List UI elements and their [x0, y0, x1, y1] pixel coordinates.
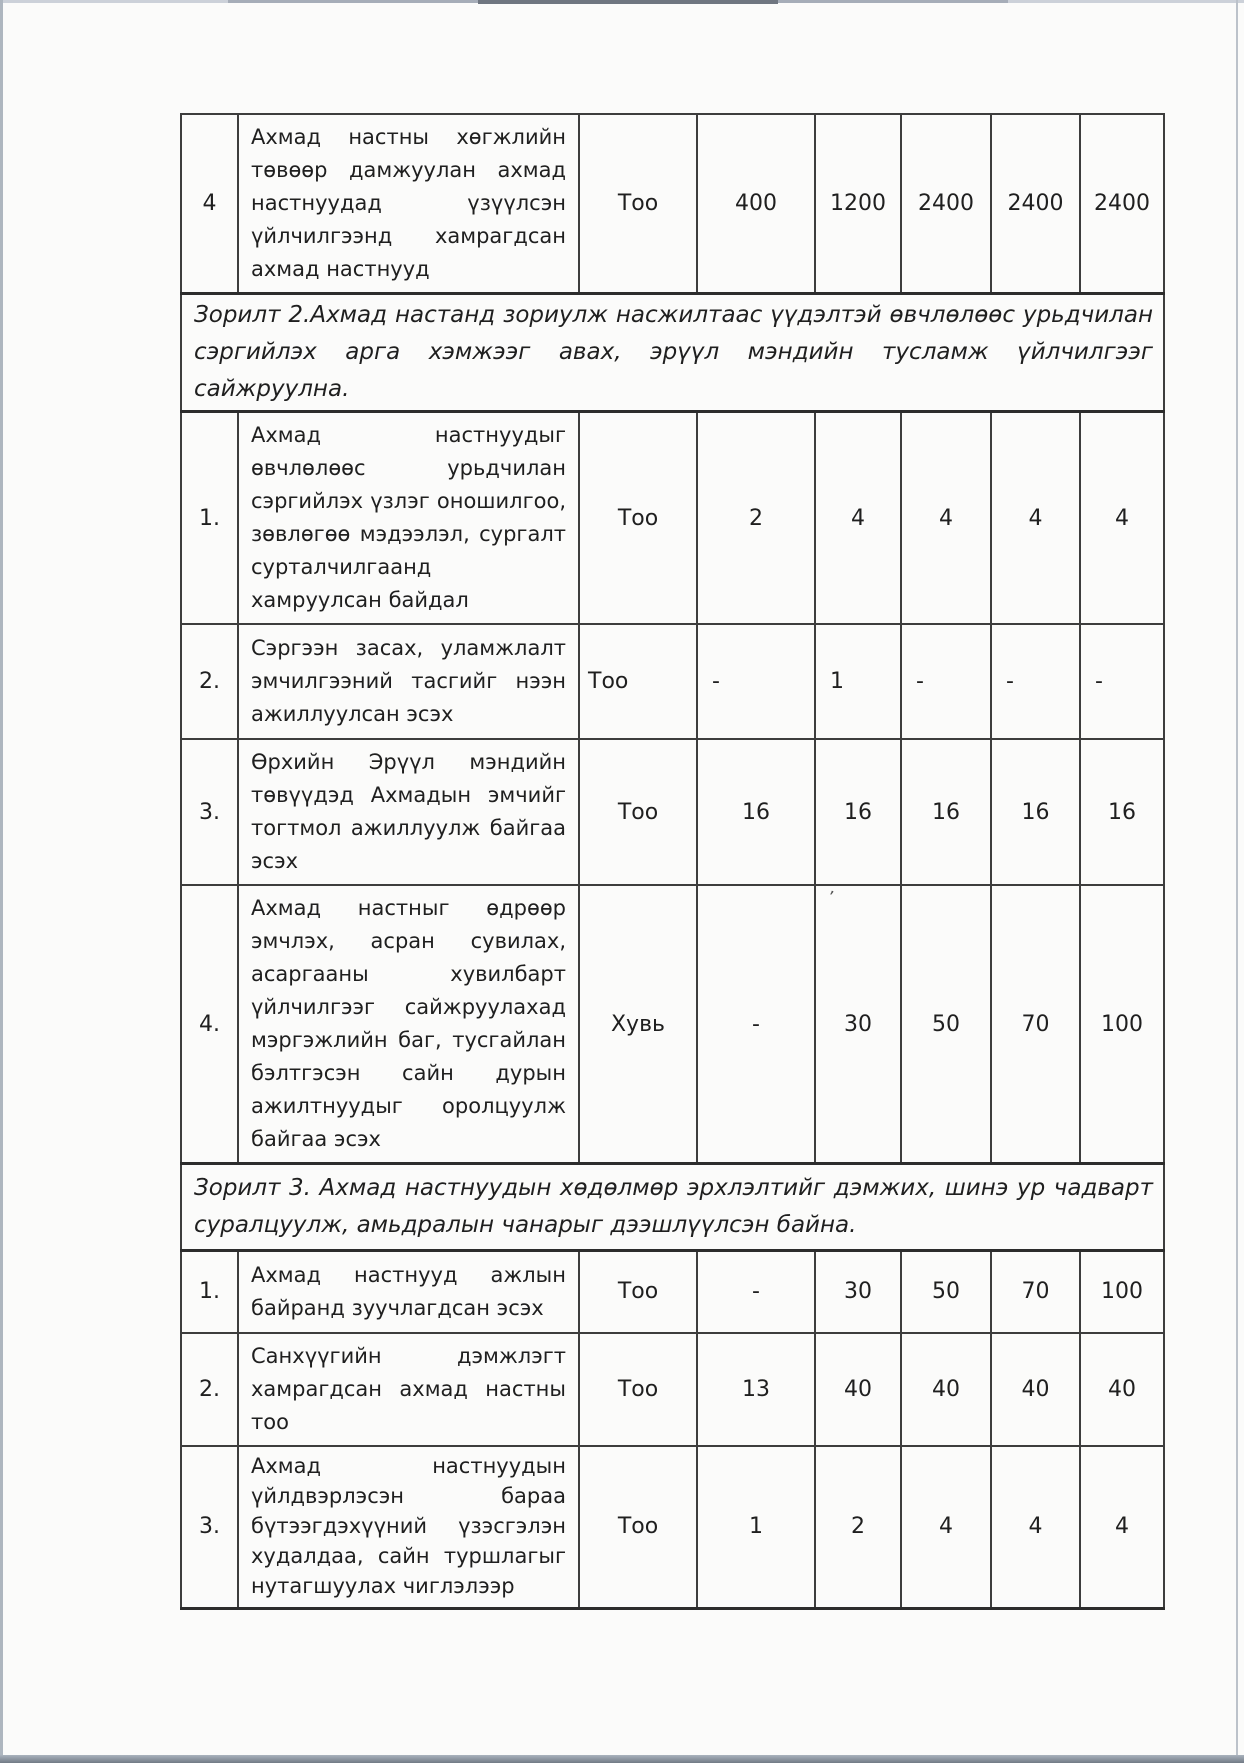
indicator-cell: Санхүүгийн дэмжлэгт хамрагдсан ахмад настны тоо [238, 1333, 579, 1446]
value-cell: 16 [1080, 739, 1164, 885]
value-cell: 4 [1080, 412, 1164, 625]
value-cell: 2400 [1080, 114, 1164, 294]
objective-3-band [181, 1164, 1164, 1251]
table-row [181, 412, 1164, 625]
unit-cell: Тоо [579, 1251, 697, 1333]
row-number-cell: 1. [181, 412, 238, 625]
scan-edge-top-dark [478, 0, 778, 4]
row-number-cell: 1. [181, 1251, 238, 1333]
indicator-cell: Ахмад настнуудын үйлдвэрлэсэн бараа бүтээгдэхүүний үзэсгэлэн худалдаа, сайн туршлагыг нутагшуулах чиглэлээр [238, 1446, 579, 1609]
objective-2-band [181, 294, 1164, 412]
row-number-cell: 3. [181, 1446, 238, 1609]
value-cell: 4 [1080, 1446, 1164, 1609]
unit-cell: Тоо [579, 114, 697, 294]
unit-cell: Хувь [579, 885, 697, 1164]
value-cell: 4 [901, 1446, 991, 1609]
value-cell: 13 [697, 1333, 815, 1446]
value-cell: 50 [901, 885, 991, 1164]
indicator-cell: Сэргээн засах, уламжлалт эмчилгээний тасгийг нээн ажиллуулсан эсэх [238, 624, 579, 739]
indicator-cell: Ахмад настнуудыг өвчлөлөөс урьдчилан сэргийлэх үзлэг оношилгоо, зөвлөгөө мэдээлэл, сургалт сурталчилгаанд хамруулсан байдал [238, 412, 579, 625]
table-row [181, 1446, 1164, 1609]
value-cell: 100 [1080, 885, 1164, 1164]
value-cell: 2 [815, 1446, 901, 1609]
value-cell: 30 [815, 1251, 901, 1333]
value-cell: 4 [815, 412, 901, 625]
scan-edge-left [0, 0, 3, 1763]
value-cell: 16 [991, 739, 1080, 885]
row-number-cell: 2. [181, 1333, 238, 1446]
value-cell: - [1080, 624, 1164, 739]
value-cell: 40 [901, 1333, 991, 1446]
value-cell: 16 [697, 739, 815, 885]
value-cell: 400 [697, 114, 815, 294]
scan-edge-right [1236, 0, 1238, 1763]
value-cell: 50 [901, 1251, 991, 1333]
value-cell: 40 [1080, 1333, 1164, 1446]
value-cell: - [901, 624, 991, 739]
value-cell: 4 [991, 1446, 1080, 1609]
objective-3-title: Зорилт 3. Ахмад настнуудын хөдөлмөр эрхлэлтийг дэмжих, шинэ ур чадварт суралцуулж, амьдралын чанарыг дээшлүүлсэн байна. [181, 1164, 1164, 1251]
value-cell: 1 [815, 624, 901, 739]
indicator-cell: Ахмад настныг өдрөөр эмчлэх, асран сувилах, асаргааны хувилбарт үйлчилгээг сайжруулахад мэргэжлийн баг, тусгайлан бэлтгэсэн сайн дурын ажилтнуудыг оролцуулж байгаа эсэх [238, 885, 579, 1164]
row-number-cell: 4 [181, 114, 238, 294]
row-number-cell: 3. [181, 739, 238, 885]
table-row [181, 114, 1164, 294]
value-cell: 1200 [815, 114, 901, 294]
table-row [181, 1333, 1164, 1446]
table-row [181, 885, 1164, 1164]
value-cell: 16 [815, 739, 901, 885]
unit-cell: Тоо [579, 412, 697, 625]
value-cell: 4 [901, 412, 991, 625]
value-cell: 40 [991, 1333, 1080, 1446]
objective-2-title: Зорилт 2.Ахмад настанд зориулж насжилтаас үүдэлтэй өвчлөлөөс урьдчилан сэргийлэх арга хэмжээг авах, эрүүл мэндийн тусламж үйлчилгээг сайжруулна. [181, 294, 1164, 412]
value-cell: 4 [991, 412, 1080, 625]
value-cell: 40 [815, 1333, 901, 1446]
value-cell: 1 [697, 1446, 815, 1609]
value-cell: 2400 [991, 114, 1080, 294]
unit-cell: Тоо [579, 1446, 697, 1609]
table-row [181, 1251, 1164, 1333]
value-cell: - [697, 1251, 815, 1333]
value-cell: 2400 [901, 114, 991, 294]
value-cell: 30 [815, 885, 901, 1164]
value-cell: 70 [991, 1251, 1080, 1333]
table-row [181, 624, 1164, 739]
unit-cell: Тоо [579, 624, 697, 739]
value-cell: - [697, 624, 815, 739]
table-row [181, 739, 1164, 885]
scan-edge-bottom [0, 1755, 1244, 1763]
unit-cell: Тоо [579, 1333, 697, 1446]
row-number-cell: 2. [181, 624, 238, 739]
scan-speck: ’ [825, 887, 836, 909]
indicator-cell: Ахмад настны хөгжлийн төвөөр дамжуулан ахмад настнуудад үзүүлсэн үйлчилгээнд хамрагдсан ахмад настнууд [238, 114, 579, 294]
row-number-cell: 4. [181, 885, 238, 1164]
indicator-cell: Өрхийн Эрүүл мэндийн төвүүдэд Ахмадын эмчийг тогтмол ажиллуулж байгаа эсэх [238, 739, 579, 885]
indicator-table [180, 113, 1165, 1610]
value-cell: 100 [1080, 1251, 1164, 1333]
value-cell: - [697, 885, 815, 1164]
value-cell: 70 [991, 885, 1080, 1164]
unit-cell: Тоо [579, 739, 697, 885]
indicator-cell: Ахмад настнууд ажлын байранд зуучлагдсан эсэх [238, 1251, 579, 1333]
value-cell: 16 [901, 739, 991, 885]
value-cell: 2 [697, 412, 815, 625]
value-cell: - [991, 624, 1080, 739]
